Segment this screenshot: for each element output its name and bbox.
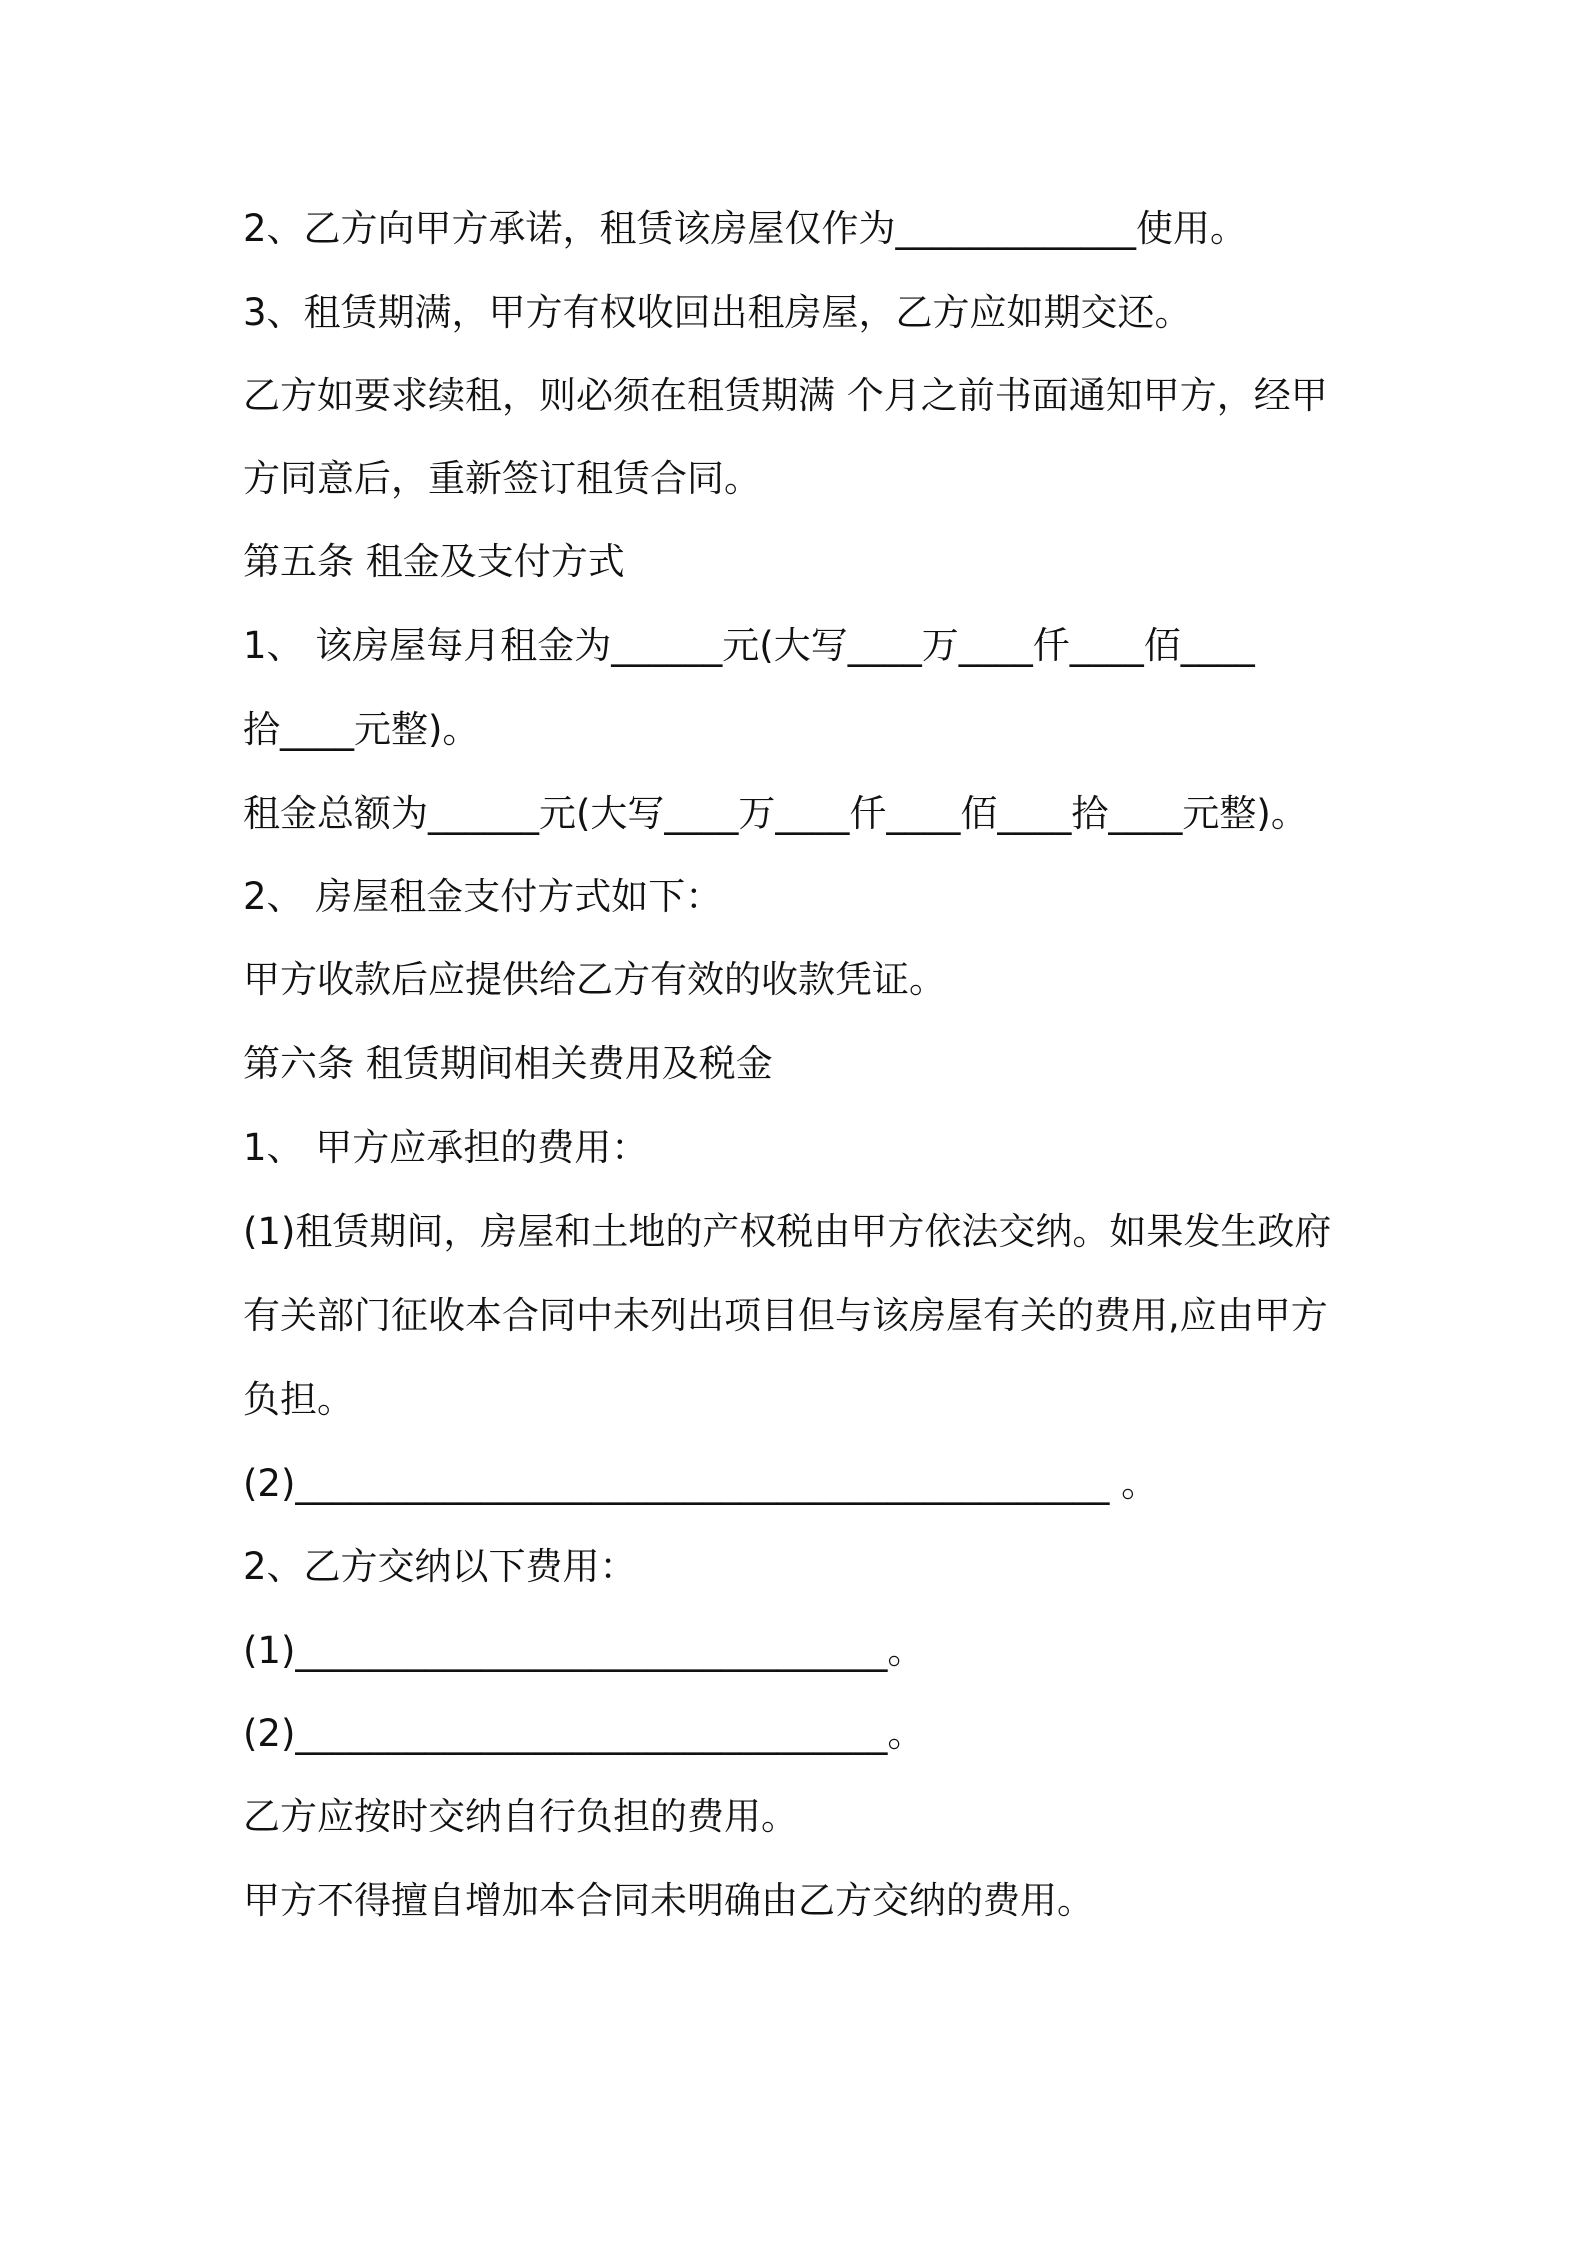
party-a-fee-1-line-2: 有关部门征收本合同中未列出项目但与该房屋有关的费用,应由甲方 — [243, 1294, 1328, 1337]
party-b-fee-2: (2)________________________________。 — [243, 1712, 925, 1755]
no-extra-fee-text: 甲方不得擅自增加本合同未明确由乙方交纳的费用。 — [243, 1879, 1094, 1922]
clause-6-item-2: 2、乙方交纳以下费用： — [243, 1545, 637, 1588]
clause-6-item-1: 1、 甲方应承担的费用： — [243, 1126, 649, 1169]
party-a-fee-2: (2)____________________________________________ 。 — [243, 1462, 1159, 1505]
clause-4-item-2: 2、乙方向甲方承诺，租赁该房屋仅作为_____________使用。 — [243, 207, 1248, 250]
party-a-fee-1-line-3: 负担。 — [243, 1378, 354, 1421]
clause-5-item-2: 2、 房屋租金支付方式如下： — [243, 875, 723, 918]
clause-6-heading: 第六条 租赁期间相关费用及税金 — [243, 1042, 773, 1085]
party-a-fee-1-line-1: (1)租赁期间，房屋和土地的产权税由甲方依法交纳。如果发生政府 — [243, 1210, 1332, 1253]
clause-5-item-1-line-1: 1、 该房屋每月租金为______元(大写____万____仟____佰____ — [243, 624, 1255, 667]
party-b-payment-text: 乙方应按时交纳自行负担的费用。 — [243, 1795, 798, 1838]
clause-5-item-1-line-2: 拾____元整)。 — [243, 708, 480, 751]
clause-4-item-3: 3、租赁期满，甲方有权收回出租房屋，乙方应如期交还。 — [243, 291, 1192, 334]
clause-5-heading: 第五条 租金及支付方式 — [243, 540, 625, 583]
party-b-fee-1: (1)________________________________。 — [243, 1629, 925, 1672]
renewal-text-line-1: 乙方如要求续租，则必须在租赁期满 个月之前书面通知甲方，经甲 — [243, 374, 1328, 417]
receipt-text: 甲方收款后应提供给乙方有效的收款凭证。 — [243, 958, 946, 1001]
renewal-text-line-2: 方同意后，重新签订租赁合同。 — [243, 457, 761, 500]
total-rent-line: 租金总额为______元(大写____万____仟____佰____拾____元整)。 — [243, 792, 1308, 835]
